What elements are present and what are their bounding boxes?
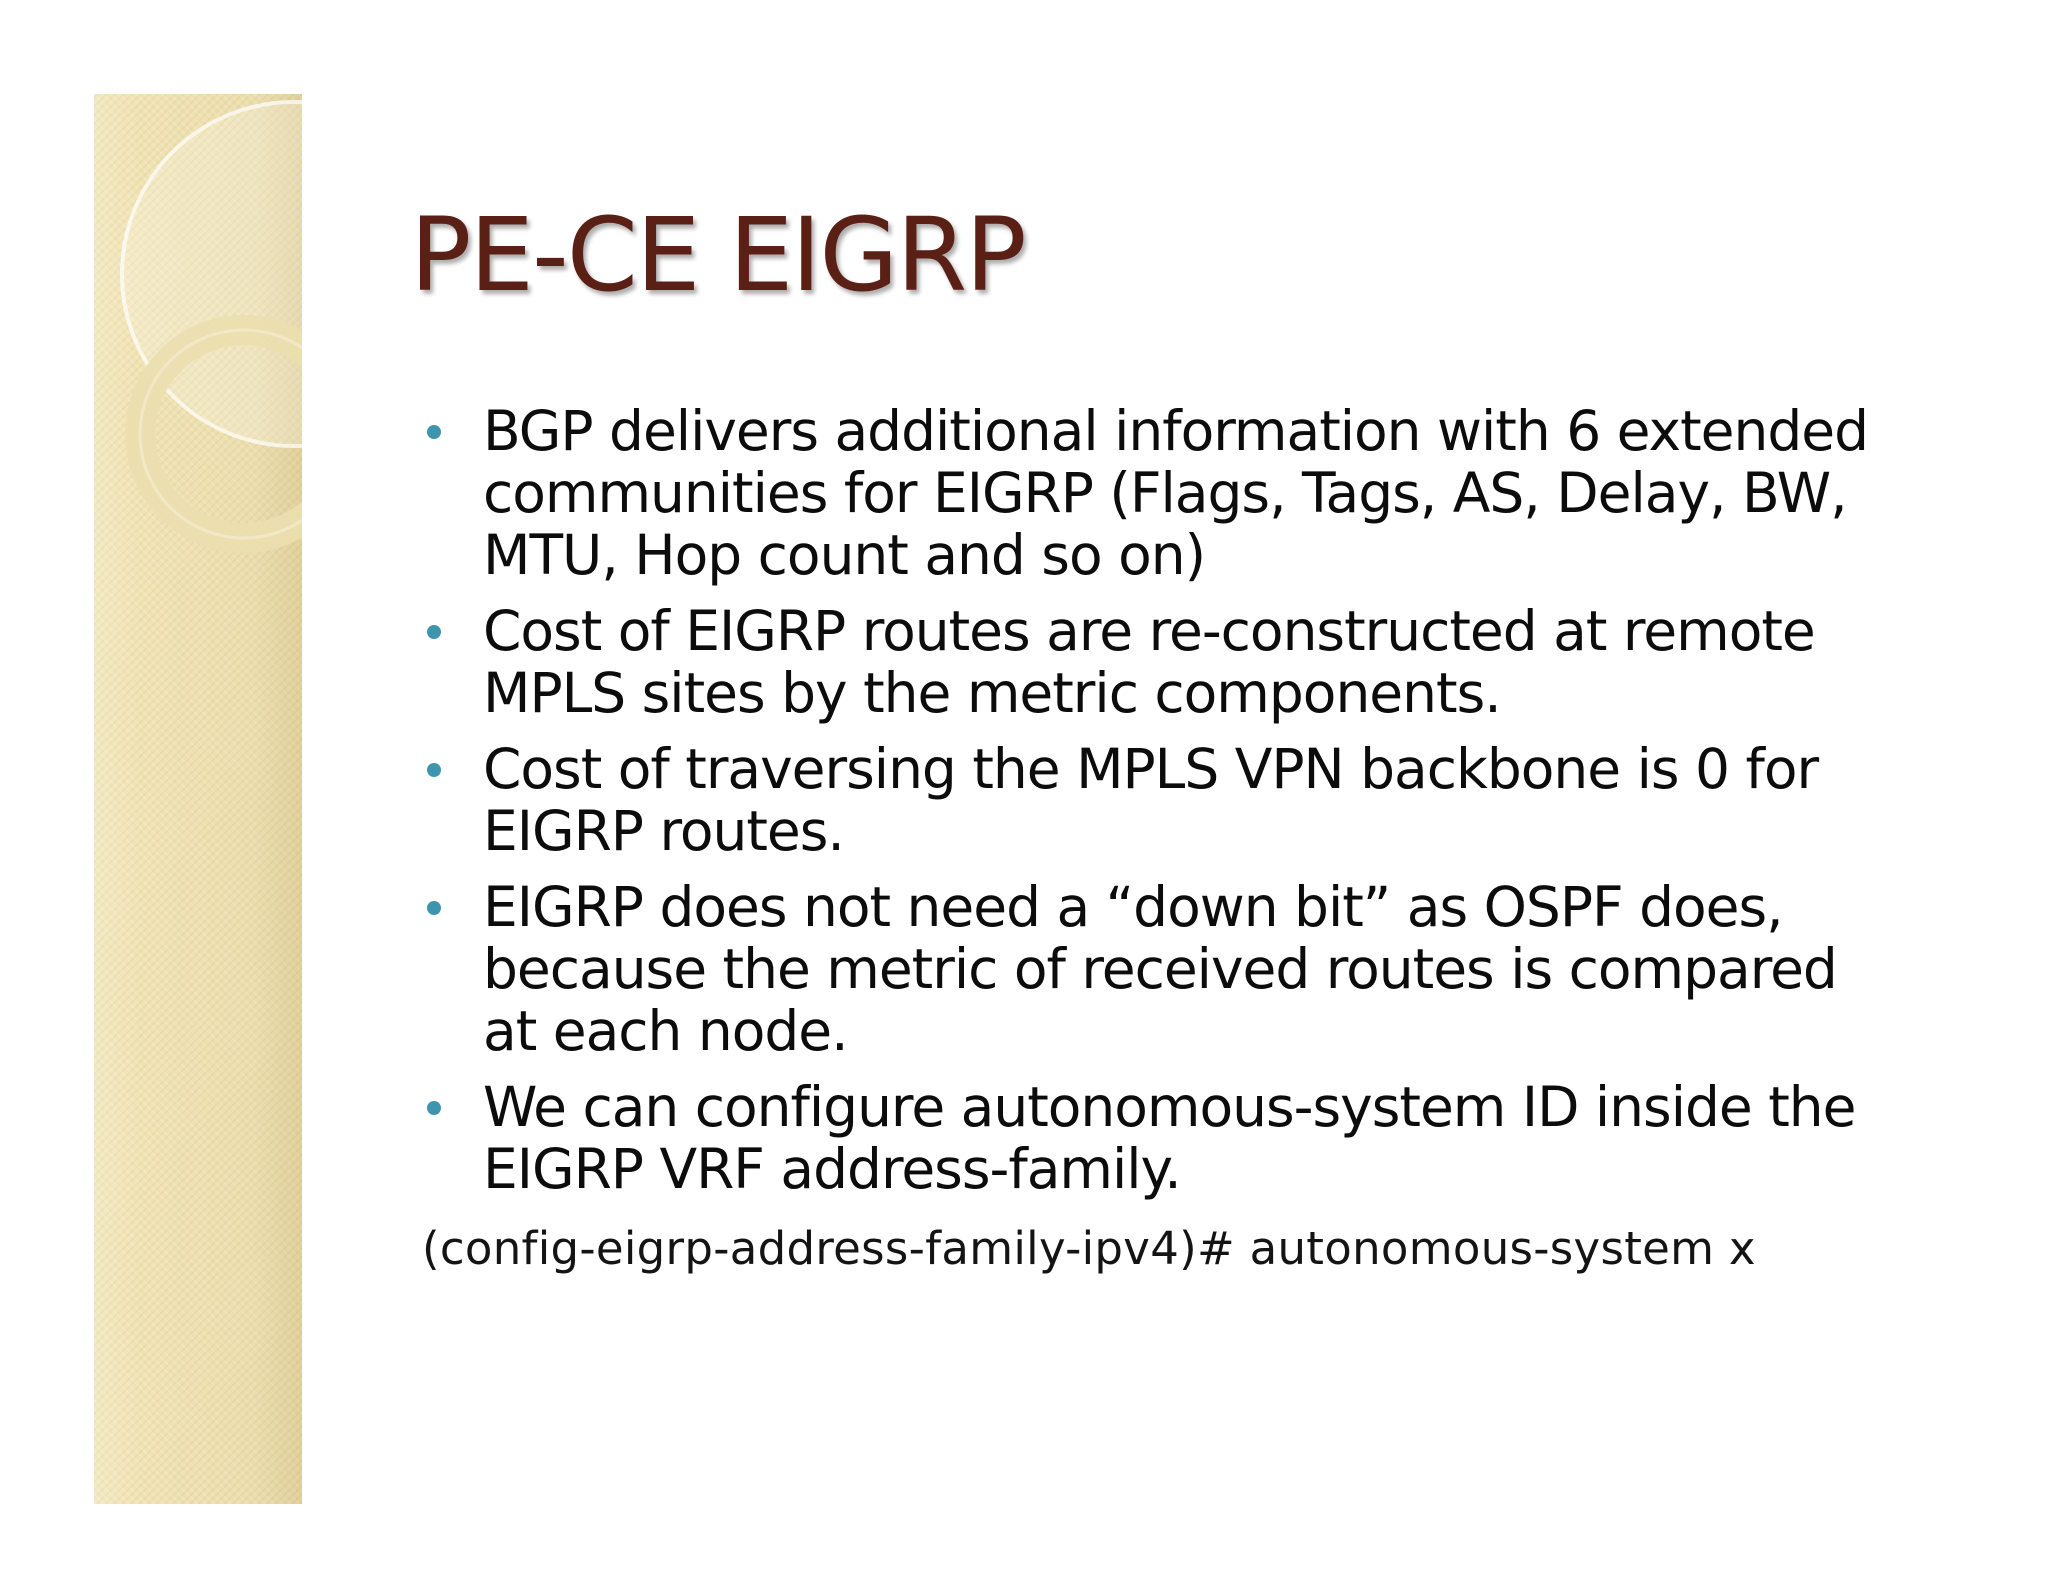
bullet-text: EIGRP does not need a “down bit” as OSPF does, because the metric of received routes is compared at each node. xyxy=(483,875,1837,1063)
bullet-item xyxy=(425,400,1905,586)
bullet-text: Cost of EIGRP routes are re-constructed at remote MPLS sites by the metric components. xyxy=(483,599,1815,725)
bullet-dot-icon xyxy=(427,763,441,777)
bullet-text: Cost of traversing the MPLS VPN backbone is 0 for EIGRP routes. xyxy=(483,737,1819,863)
bullet-text: We can configure autonomous-system ID inside the EIGRP VRF address-family. xyxy=(483,1075,1856,1201)
config-command: (config-eigrp-address-family-ipv4)# autonomous-system x xyxy=(422,1222,1756,1275)
bullet-dot-icon xyxy=(427,425,441,439)
bullet-dot-icon xyxy=(427,1101,441,1115)
bullet-item xyxy=(425,1076,1905,1200)
bullet-dot-icon xyxy=(427,625,441,639)
decorative-side-band xyxy=(94,94,302,1504)
bullet-text: BGP delivers additional information with 6 extended communities for EIGRP (Flags, Tags, AS, Delay, BW, MTU, Hop count and so on) xyxy=(483,399,1869,587)
bullet-item xyxy=(425,876,1905,1062)
slide-title: PE-CE EIGRP xyxy=(410,196,1025,315)
decorative-rings-icon xyxy=(94,94,302,1504)
bullet-list xyxy=(425,400,1905,1214)
bullet-item xyxy=(425,600,1905,724)
bullet-item xyxy=(425,738,1905,862)
bullet-dot-icon xyxy=(427,901,441,915)
